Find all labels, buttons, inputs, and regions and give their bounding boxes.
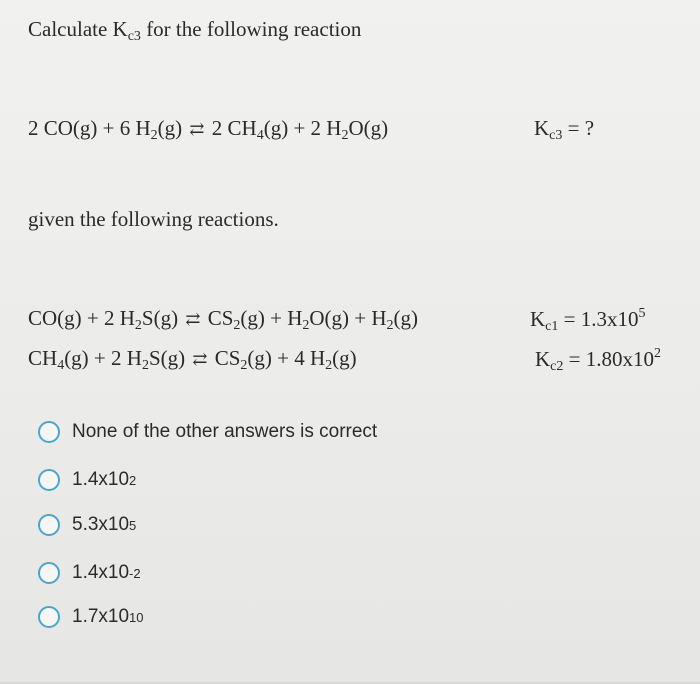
option-label: None of the other answers is correct bbox=[72, 421, 378, 442]
reaction-2 bbox=[28, 346, 357, 374]
reaction-text: CS bbox=[202, 306, 234, 330]
k-value-text: = ? bbox=[562, 116, 595, 140]
reaction-subscript: 4 bbox=[57, 358, 65, 373]
equilibrium-arrow-icon: ⇄ bbox=[192, 349, 208, 369]
reaction-subscript: 4 bbox=[256, 128, 264, 143]
reaction-subscript: 2 bbox=[134, 318, 142, 333]
reaction-text: S(g) bbox=[148, 346, 191, 370]
reaction-text: O(g) + H bbox=[309, 306, 387, 330]
equilibrium-arrow-icon: ⇄ bbox=[189, 119, 205, 139]
answer-option-1[interactable] bbox=[38, 469, 136, 491]
option-label: 1.4x10 bbox=[72, 562, 130, 583]
title-subscript: c3 bbox=[127, 29, 141, 44]
question-title bbox=[28, 17, 361, 45]
k2-value bbox=[535, 346, 661, 375]
k-value-text: = 1.3x10 bbox=[558, 307, 639, 331]
k-symbol: K bbox=[530, 307, 546, 331]
answer-option-none[interactable] bbox=[38, 421, 377, 443]
reaction-subscript: 2 bbox=[150, 128, 158, 143]
reaction-text: (g) bbox=[332, 346, 357, 370]
option-label: 1.4x10 bbox=[72, 469, 130, 490]
reaction-subscript: 2 bbox=[233, 318, 241, 333]
reaction-subscript: 2 bbox=[302, 318, 310, 333]
title-text: Calculate K bbox=[28, 17, 128, 41]
given-text: given the following reactions. bbox=[28, 207, 279, 231]
reaction-text: (g) bbox=[393, 306, 419, 330]
k-symbol: K bbox=[534, 116, 550, 140]
title-text-end: for the following reaction bbox=[140, 17, 362, 41]
option-label: 1.7x10 bbox=[72, 606, 130, 627]
radio-button-icon[interactable] bbox=[38, 562, 60, 584]
reaction-subscript: 2 bbox=[386, 318, 394, 333]
reaction-subscript: 2 bbox=[141, 358, 149, 373]
answer-option-4[interactable] bbox=[38, 606, 144, 628]
reaction-subscript: 2 bbox=[341, 128, 349, 143]
option-label: 5.3x10 bbox=[72, 514, 130, 535]
reaction-text: CO(g) + 2 H bbox=[28, 306, 135, 330]
reaction-1 bbox=[28, 306, 418, 334]
k-subscript: c3 bbox=[549, 128, 563, 143]
k-subscript: c2 bbox=[550, 359, 564, 374]
reaction-text: O(g) bbox=[348, 116, 389, 140]
k-value-text: = 1.80x10 bbox=[563, 347, 654, 371]
k-exponent: 5 bbox=[638, 306, 646, 321]
reaction-text: (g) + 2 H bbox=[64, 346, 142, 370]
reaction-subscript: 2 bbox=[240, 358, 248, 373]
k-symbol: K bbox=[535, 347, 551, 371]
target-k-value bbox=[534, 116, 594, 144]
k-subscript: c1 bbox=[545, 319, 559, 334]
reaction-text: (g) + 4 H bbox=[247, 346, 326, 370]
reaction-text: (g) bbox=[157, 116, 188, 140]
answer-option-2[interactable] bbox=[38, 514, 136, 536]
radio-button-icon[interactable] bbox=[38, 421, 60, 443]
reaction-text: CH bbox=[28, 346, 58, 370]
radio-button-icon[interactable] bbox=[38, 514, 60, 536]
equilibrium-arrow-icon: ⇄ bbox=[185, 309, 201, 329]
reaction-text: 2 CH bbox=[206, 116, 257, 140]
k1-value bbox=[530, 306, 645, 335]
answer-option-3[interactable] bbox=[38, 562, 141, 584]
reaction-text: (g) + H bbox=[240, 306, 303, 330]
reaction-text: 2 CO(g) + 6 H bbox=[28, 116, 151, 140]
reaction-subscript: 2 bbox=[325, 358, 333, 373]
option-exponent: -2 bbox=[129, 565, 141, 581]
radio-button-icon[interactable] bbox=[38, 469, 60, 491]
option-exponent: 2 bbox=[129, 472, 137, 488]
reaction-text: S(g) bbox=[141, 306, 184, 330]
reaction-text: (g) + 2 H bbox=[263, 116, 342, 140]
target-reaction bbox=[28, 116, 388, 144]
k-exponent: 2 bbox=[653, 346, 661, 361]
option-exponent: 10 bbox=[129, 609, 144, 625]
radio-button-icon[interactable] bbox=[38, 606, 60, 628]
reaction-text: CS bbox=[209, 346, 241, 370]
option-exponent: 5 bbox=[129, 517, 137, 533]
